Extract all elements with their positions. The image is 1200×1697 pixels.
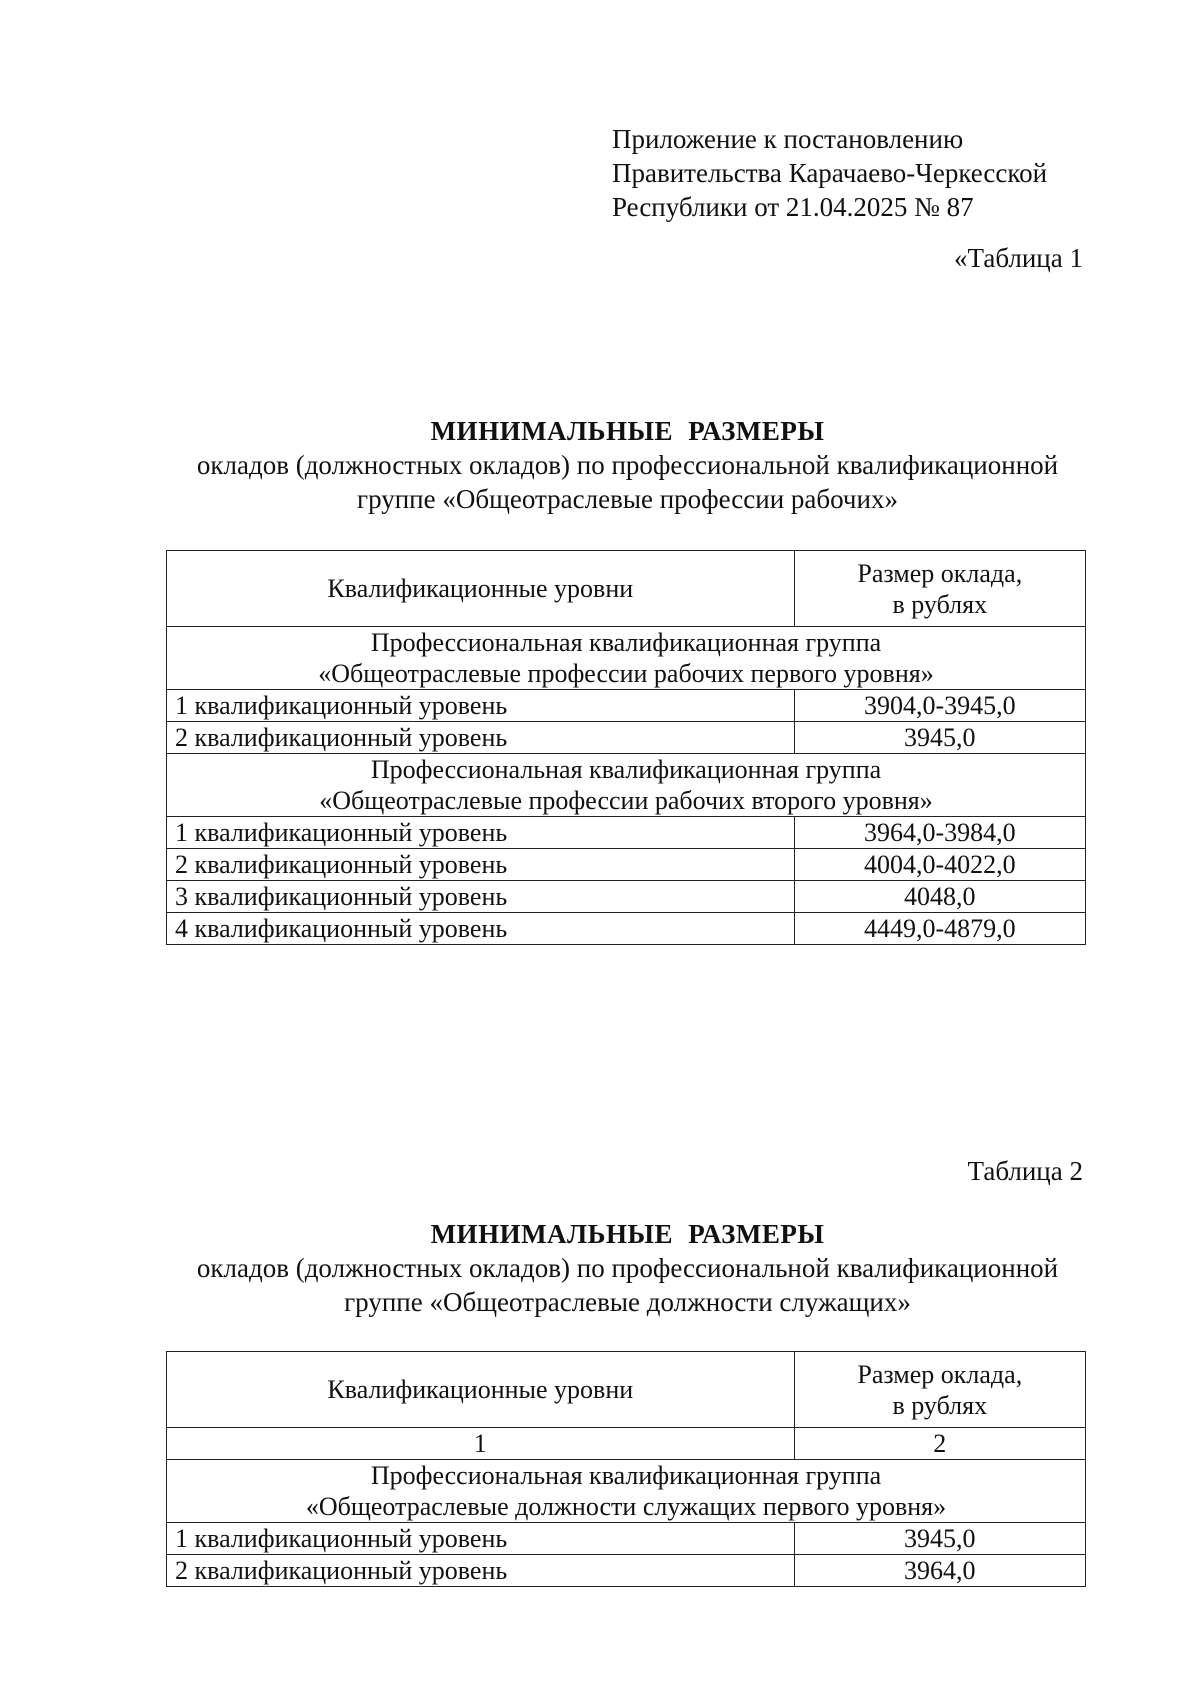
table-row [167,1555,1086,1587]
table-row [167,817,1086,849]
level-cell: 3 квалификационный уровень [167,881,795,913]
header-salary-line: в рублях [892,1390,988,1420]
amount-cell: 3945,0 [794,1523,1085,1555]
table2-title: МИНИМАЛЬНЫЕ РАЗМЕРЫ [430,1219,825,1249]
amount-cell: 4004,0-4022,0 [794,849,1085,881]
table-row [167,881,1086,913]
header-salary-amount [794,1352,1085,1428]
table-row [167,722,1086,754]
header-qualification-levels: Квалификационные уровни [167,1352,795,1428]
table2-subtitle: группе «Общеотраслевые должности служащих» [344,1287,911,1317]
level-cell: 1 квалификационный уровень [167,1523,795,1555]
appendix-reference [612,122,1132,224]
group-row [167,1460,1086,1523]
column-number-row [167,1428,1086,1460]
level-cell: 4 квалификационный уровень [167,913,795,945]
amount-cell: 3964,0 [794,1555,1085,1587]
table1-subtitle: окладов (должностных окладов) по профессиональной квалификационной [196,450,1059,480]
amount-cell: 3945,0 [794,722,1085,754]
appendix-line: Приложение к постановлению [612,124,964,154]
amount-cell: 3964,0-3984,0 [794,817,1085,849]
level-cell: 2 квалификационный уровень [167,849,795,881]
group-title [167,627,1086,690]
table2-heading [0,1217,1200,1319]
group-title [167,1460,1086,1523]
header-salary-line: в рублях [892,589,988,619]
table1-label: «Таблица 1 [954,243,1083,273]
table1-heading [0,414,1200,516]
group-title-line: «Общеотраслевые должности служащих первого уровня» [305,1492,947,1521]
table1-subtitle: группе «Общеотраслевые профессии рабочих» [357,484,898,514]
table-row [167,849,1086,881]
group-title-line: Профессиональная квалификационная группа [370,755,882,784]
amount-cell: 4048,0 [794,881,1085,913]
table2-label: Таблица 2 [967,1156,1083,1186]
table-row [167,690,1086,722]
group-title-line: «Общеотраслевые профессии рабочих первого уровня» [318,659,934,688]
group-row [167,627,1086,690]
level-cell: 2 квалификационный уровень [167,722,795,754]
column-number: 1 [167,1428,795,1460]
table-header-row [167,1352,1086,1428]
group-row [167,754,1086,817]
table2 [166,1351,1086,1587]
table-header-row [167,551,1086,627]
appendix-line: Республики от 21.04.2025 № 87 [612,192,974,222]
group-title-line: Профессиональная квалификационная группа [370,1461,882,1490]
column-number: 2 [794,1428,1085,1460]
table1 [166,550,1086,945]
table2-subtitle: окладов (должностных окладов) по профессиональной квалификационной [196,1253,1059,1283]
group-title [167,754,1086,817]
level-cell: 1 квалификационный уровень [167,690,795,722]
amount-cell: 3904,0-3945,0 [794,690,1085,722]
amount-cell: 4449,0-4879,0 [794,913,1085,945]
header-qualification-levels: Квалификационные уровни [167,551,795,627]
level-cell: 1 квалификационный уровень [167,817,795,849]
appendix-line: Правительства Карачаево-Черкесской [612,158,1048,188]
table1-title: МИНИМАЛЬНЫЕ РАЗМЕРЫ [430,416,825,446]
header-salary-line: Размер оклада, [857,1359,1023,1389]
table-row [167,1523,1086,1555]
level-cell: 2 квалификационный уровень [167,1555,795,1587]
group-title-line: «Общеотраслевые профессии рабочих второго уровня» [319,786,933,815]
header-salary-amount [794,551,1085,627]
group-title-line: Профессиональная квалификационная группа [370,628,882,657]
header-salary-line: Размер оклада, [857,558,1023,588]
table-row [167,913,1086,945]
